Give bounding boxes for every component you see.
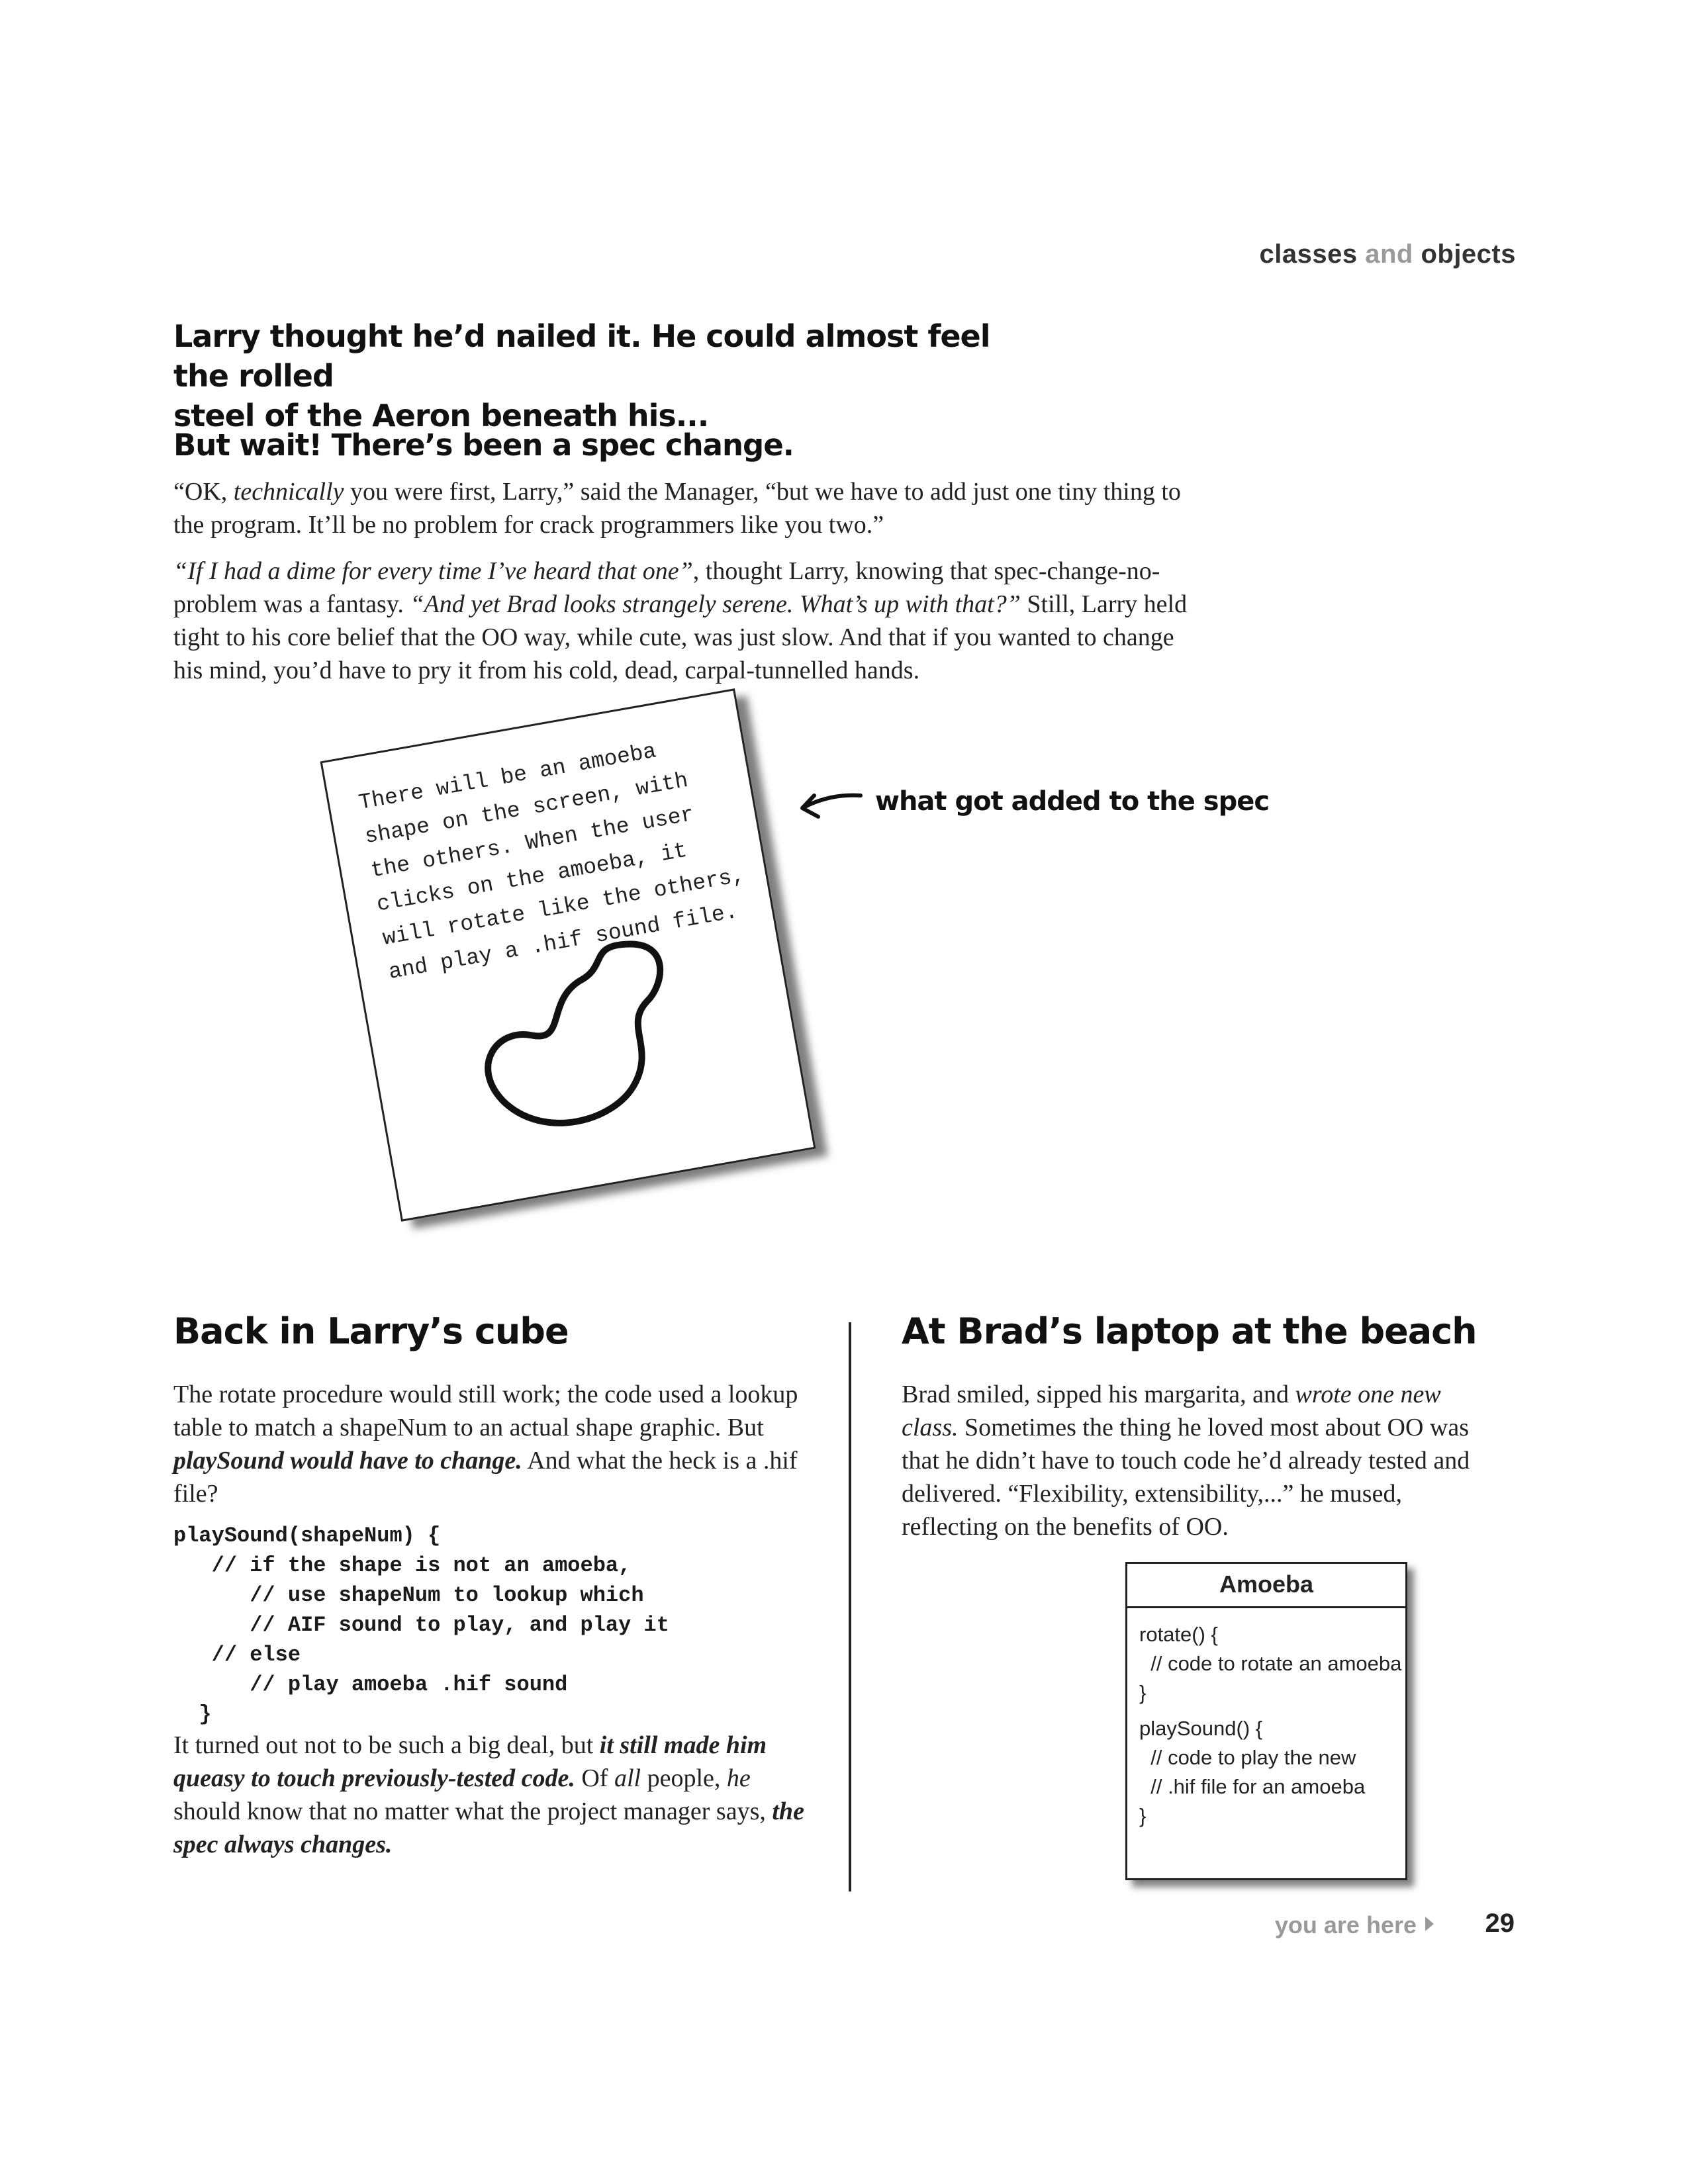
page-number: 29 [1485, 1909, 1515, 1938]
callout-arrow-icon [794, 782, 867, 822]
spec-note-text: There will be an amoeba shape on the screen, with the others. When the user clicks on the amoeba, it will rotate like the others, and play a .hif sound file. [357, 739, 747, 985]
method-line: } [1139, 1804, 1147, 1827]
larry-paragraph-1: The rotate procedure would still work; the code used a lookup table to match a shapeNum to an actual shape graphic. But playSound would have to change. And what the heck is a .hif file? [173, 1381, 798, 1508]
brad-beach-heading: At Brad’s laptop at the beach [902, 1310, 1477, 1352]
intro-paragraph-1: “OK, technically you were first, Larry,” said the Manager, “but we have to add just one tiny thing to the program. It’ll be no problem for crack programmers like you two.” [173, 478, 1181, 539]
method-line: } [1139, 1681, 1147, 1704]
intro-heading-line2: steel of the Aeron beneath his... [173, 398, 709, 433]
larry-paragraph-2: It turned out not to be such a big deal, but it still made him queasy to touch previously-tested code. Of all people, he should know that no matter what the project manager says, the spec always changes. [173, 1731, 804, 1858]
method-line: // .hif file for an amoeba [1139, 1775, 1366, 1798]
larry-cube-heading: Back in Larry’s cube [173, 1310, 569, 1352]
triangle-right-icon [1425, 1917, 1434, 1931]
amoeba-class-diagram [1125, 1562, 1407, 1880]
method-line: rotate() { [1139, 1623, 1218, 1646]
running-head [1259, 240, 1516, 269]
method-line: // code to play the new [1139, 1746, 1356, 1769]
class-methods [1127, 1608, 1405, 1843]
playsound-code: playSound(shapeNum) { // if the shape is not an amoeba, // use shapeNum to lookup which // AIF sound to play, and play it // else // play amoeba .hif sound } [173, 1524, 669, 1727]
running-head-classes: classes [1259, 240, 1358, 269]
class-name: Amoeba [1127, 1564, 1405, 1608]
method-line: playSound() { [1139, 1717, 1263, 1740]
column-divider [849, 1322, 851, 1891]
spec-note [320, 688, 816, 1222]
intro-paragraph-2: “If I had a dime for every time I’ve heard that one”, thought Larry, knowing that spec-change-no-problem was a fantasy. “And yet Brad looks strangely serene. What’s up with that?” Still, Larry held tight to his core belief that the OO way, while cute, was just slow. And that if you wanted to change his mind, you’d have to pry it from his cold, dead, carpal-tunnelled hands. [173, 557, 1188, 684]
intro-heading-line1: Larry thought he’d nailed it. He could almost feel the rolled [173, 318, 990, 394]
method-line: // code to rotate an amoeba [1139, 1652, 1402, 1675]
you-are-here: you are here [1274, 1911, 1417, 1938]
spec-change-heading: But wait! There’s been a spec change. [173, 428, 794, 463]
running-head-and: and [1365, 240, 1413, 269]
spec-callout-label: what got added to the spec [875, 786, 1270, 817]
running-head-objects: objects [1421, 240, 1516, 269]
brad-paragraph: Brad smiled, sipped his margarita, and wrote one new class. Sometimes the thing he loved most about OO was that he didn’t have to touch code he’d already tested and delivered. “Flexibility, extensibility,...” he mused, reflecting on the benefits of OO. [902, 1381, 1470, 1541]
intro-heading [173, 316, 1034, 435]
